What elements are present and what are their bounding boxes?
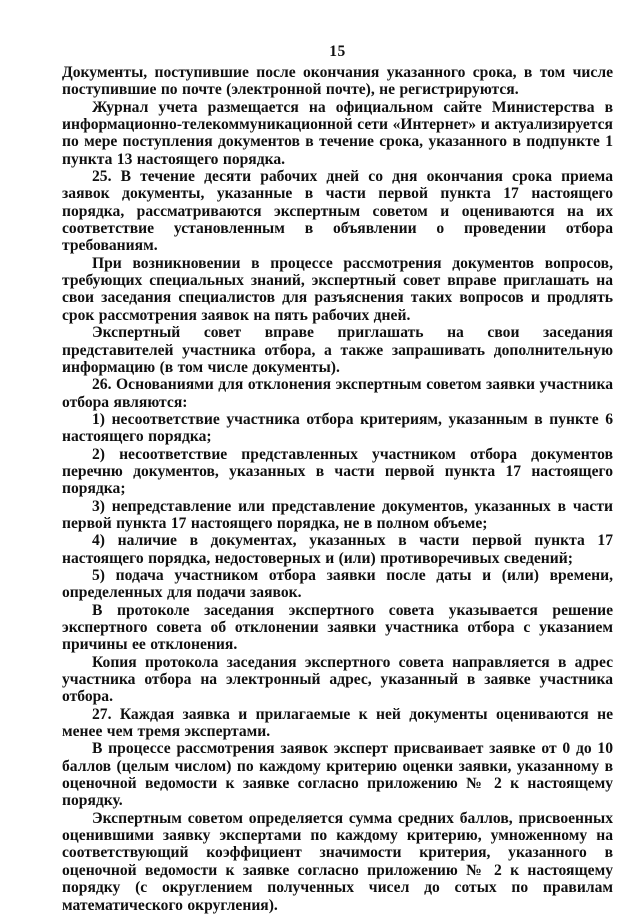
paragraph: Экспертный совет вправе приглашать на свои заседания представителей участника отбора, а также запрашивать дополнительную информацию (в том числе документы). [62,324,613,376]
paragraph: В протоколе заседания экспертного совета указывается решение экспертного совета об отклонении заявки участника отбора с указанием причины ее отклонения. [62,601,613,654]
paragraph: Экспертным советом определяется сумма средних баллов, присвоенных оценившими заявку экспертами по каждому критерию, умноженному на соответствующий коэффициент значимости критерия, указанного в оценочной ведомости к заявке согласно приложению № 2 к настоящему порядку (с округлением полученных чисел до сотых по правилам математического округления). [62,809,613,914]
paragraph: Журнал учета размещается на официальном сайте Министерства в информационно-телекоммуникационной сети «Интернет» и актуализируется по мере поступления документов в течение срока, указанного в подпункте 1 пункта 13 настоящего порядка. [62,98,613,168]
paragraph: 2) несоответствие представленных участником отбора документов перечню документов, указанных в части первой пункта 17 настоящего порядка; [62,445,613,498]
paragraph: В процессе рассмотрения заявок эксперт присваивает заявке от 0 до 10 баллов (целым числом) по каждому критерию оценки заявки, указанному в оценочной ведомости к заявке согласно приложению № 2 к настоящему порядку. [62,740,613,810]
paragraph: 26. Основаниями для отклонения экспертным советом заявки участника отбора являются: [62,376,613,411]
paragraph: При возникновении в процессе рассмотрения документов вопросов, требующих специальных знаний, экспертный совет вправе приглашать на свои заседания специалистов для разъяснения таких вопросов и продлять срок рассмотрения заявок на пять рабочих дней. [62,254,613,324]
paragraph: 25. В течение десяти рабочих дней со дня окончания срока приема заявок документы, указанные в части первой пункта 17 настоящего порядка, рассматриваются экспертным советом и оцениваются на их соответствие установленным в объявлении о проведении отбора требованиям. [62,168,613,255]
paragraph: 1) несоответствие участника отбора критериям, указанным в пункте 6 настоящего порядка; [62,410,613,446]
paragraph: 4) наличие в документах, указанных в части первой пункта 17 настоящего порядка, недостоверных и (или) противоречивых сведений; [62,532,613,567]
paragraph: Документы, поступившие после окончания указанного срока, в том числе поступившие по почте (электронной почте), не регистрируются. [62,64,613,99]
paragraph: 3) непредставление или представление документов, указанных в части первой пункта 17 настоящего порядка, не в полном объеме; [62,497,613,532]
paragraph: 27. Каждая заявка и прилагаемые к ней документы оцениваются не менее чем тремя экспертами. [62,705,613,741]
paragraph: 5) подача участником отбора заявки после даты и (или) времени, определенных для подачи заявок. [62,566,613,602]
paragraph: Копия протокола заседания экспертного совета направляется в адрес участника отбора на электронный адрес, указанный в заявке участника отбора. [62,653,613,706]
document-body [62,64,613,914]
page-number: 15 [329,43,346,60]
